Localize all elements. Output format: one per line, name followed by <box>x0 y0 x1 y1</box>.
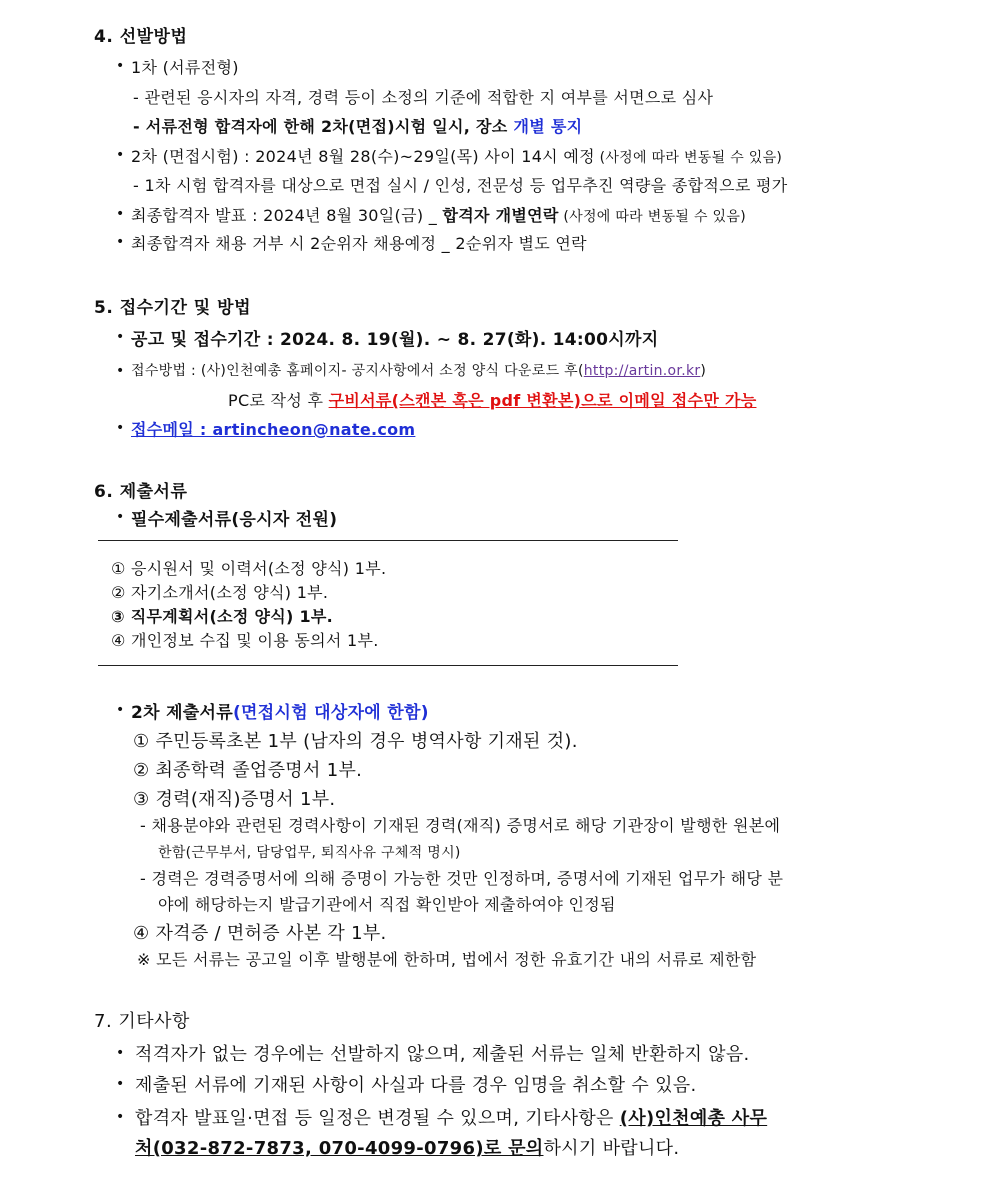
email-link[interactable]: 접수메일 : artincheon@nate.com <box>131 420 416 439</box>
round1-line <box>131 55 239 78</box>
section-7-title: 7. 기타사항 <box>94 1011 190 1032</box>
etc-item-3 <box>135 1104 767 1130</box>
bullet-icon: • <box>116 363 125 379</box>
bullet-icon: • <box>116 1045 125 1061</box>
method-highlight: 구비서류(스캔본 혹은 pdf 변환본)으로 이메일 접수만 가능 <box>328 391 757 410</box>
method-line-2 <box>228 388 756 411</box>
bullet-icon: • <box>116 234 125 250</box>
second-docs-title <box>131 698 429 723</box>
etc-item-3-text: 합격자 발표일·면접 등 일정은 변경될 수 있으며, 기타사항은 <box>135 1108 620 1129</box>
required-item: ④ 개인정보 수집 및 이용 동의서 1부. <box>111 631 379 650</box>
bullet-icon: • <box>116 58 125 74</box>
etc-item-3-end: 하시기 바랍니다. <box>543 1138 680 1159</box>
round2-note: (사정에 따라 변동될 수 있음) <box>594 150 783 166</box>
etc-item-2: 제출된 서류에 기재된 사항이 사실과 다를 경우 임명을 취소할 수 있음. <box>135 1075 697 1096</box>
round1-detail-2-text: - 서류전형 합격자에 한해 2차(면접)시험 일시, 장소 <box>133 117 514 136</box>
bullet-icon: • <box>116 1109 125 1125</box>
bullet-icon: • <box>116 702 125 718</box>
second-item-2: ② 최종학력 졸업증명서 1부. <box>133 760 363 781</box>
method-close: ) <box>700 363 707 379</box>
bullet-icon: • <box>116 1076 125 1092</box>
career-detail-2: - 경력은 경력증명서에 의해 증명이 가능한 것만 인정하며, 증명서에 기재된 업무가 해당 분 <box>140 869 784 888</box>
bullet-icon: • <box>116 329 125 345</box>
final-announce-text: 최종합격자 발표 : 2024년 8월 30일(금) _ <box>131 206 443 225</box>
second-item-1: ① 주민등록초본 1부 (남자의 경우 병역사항 기재된 것). <box>133 731 578 752</box>
contact-org: (사)인천예총 사무 <box>619 1108 768 1129</box>
section-5-title: 5. 접수기간 및 방법 <box>94 298 251 318</box>
documents-note: ※ 모든 서류는 공고일 이후 발행분에 한하며, 법에서 정한 유효기간 내의 서류로 제한함 <box>137 950 757 969</box>
required-item: ② 자기소개서(소정 양식) 1부. <box>111 583 329 602</box>
required-item: ③ 직무계획서(소정 양식) 1부. <box>111 607 334 626</box>
second-docs-scope: (면접시험 대상자에 한함) <box>232 703 429 723</box>
round1-sub: (서류전형) <box>157 58 239 77</box>
career-detail-2b: 야에 해당하는지 발급기관에서 직접 확인받아 제출하여야 인정됨 <box>158 895 616 914</box>
final-announce-line <box>131 203 746 226</box>
bullet-icon: • <box>116 206 125 222</box>
bullet-icon: • <box>116 147 125 163</box>
round1-detail-1: - 관련된 응시자의 자격, 경력 등이 소정의 기준에 적합한 지 여부를 서면으로 심사 <box>133 88 714 107</box>
etc-item-1: 적격자가 없는 경우에는 선발하지 않으며, 제출된 서류는 일체 반환하지 않음. <box>135 1044 750 1065</box>
second-item-3: ③ 경력(재직)증명서 1부. <box>133 789 336 810</box>
notice-highlight: 개별 통지 <box>513 117 583 136</box>
method-line <box>131 360 706 380</box>
homepage-link[interactable]: http://artin.or.kr <box>583 363 701 379</box>
second-docs-label: 2차 제출서류 <box>131 703 233 723</box>
etc-item-3-cont <box>135 1134 679 1160</box>
round1-detail-2 <box>133 114 582 137</box>
career-detail-1: - 채용분야와 관련된 경력사항이 기재된 경력(재직) 증명서로 해당 기관장이 발행한 원본에 <box>140 816 781 835</box>
final-announce-note: (사정에 따라 변동될 수 있음) <box>558 209 746 225</box>
method-line-2-text: PC로 작성 후 <box>228 391 329 410</box>
bullet-icon: • <box>116 420 125 436</box>
divider <box>98 665 678 666</box>
method-text: 접수방법 : (사)인천예총 홈페이지- 공지사항에서 소정 양식 다운로드 후( <box>131 363 584 379</box>
required-item: ① 응시원서 및 이력서(소정 양식) 1부. <box>111 559 387 578</box>
section-4-title: 4. 선발방법 <box>94 27 188 47</box>
period-line: 공고 및 접수기간 : 2024. 8. 19(월). ~ 8. 27(화). 14:00시까지 <box>131 330 659 350</box>
round2-detail: - 1차 시험 합격자를 대상으로 면접 실시 / 인성, 전문성 등 업무추진 역량을 종합적으로 평가 <box>133 176 788 195</box>
section-6-title: 6. 제출서류 <box>94 482 188 502</box>
second-item-4: ④ 자격증 / 면허증 사본 각 1부. <box>133 923 387 944</box>
divider <box>98 540 678 541</box>
round2-line <box>131 144 782 167</box>
final-announce-bold: 합격자 개별연락 <box>442 206 559 225</box>
round1-label: 1차 <box>131 58 158 77</box>
round2-main: 2차 (면접시험) : 2024년 8월 28(수)~29일(목) 사이 14시 예정 <box>131 147 595 166</box>
career-detail-1b: 한함(근무부서, 담당업무, 퇴직사유 구체적 명시) <box>158 845 461 861</box>
required-docs-title: 필수제출서류(응시자 전원) <box>131 510 338 530</box>
contact-phone: 처(032-872-7873, 070-4099-0796)로 문의 <box>135 1138 544 1159</box>
bullet-icon: • <box>116 509 125 525</box>
reserve-line: 최종합격자 채용 거부 시 2순위자 채용예정 _ 2순위자 별도 연락 <box>131 234 587 253</box>
